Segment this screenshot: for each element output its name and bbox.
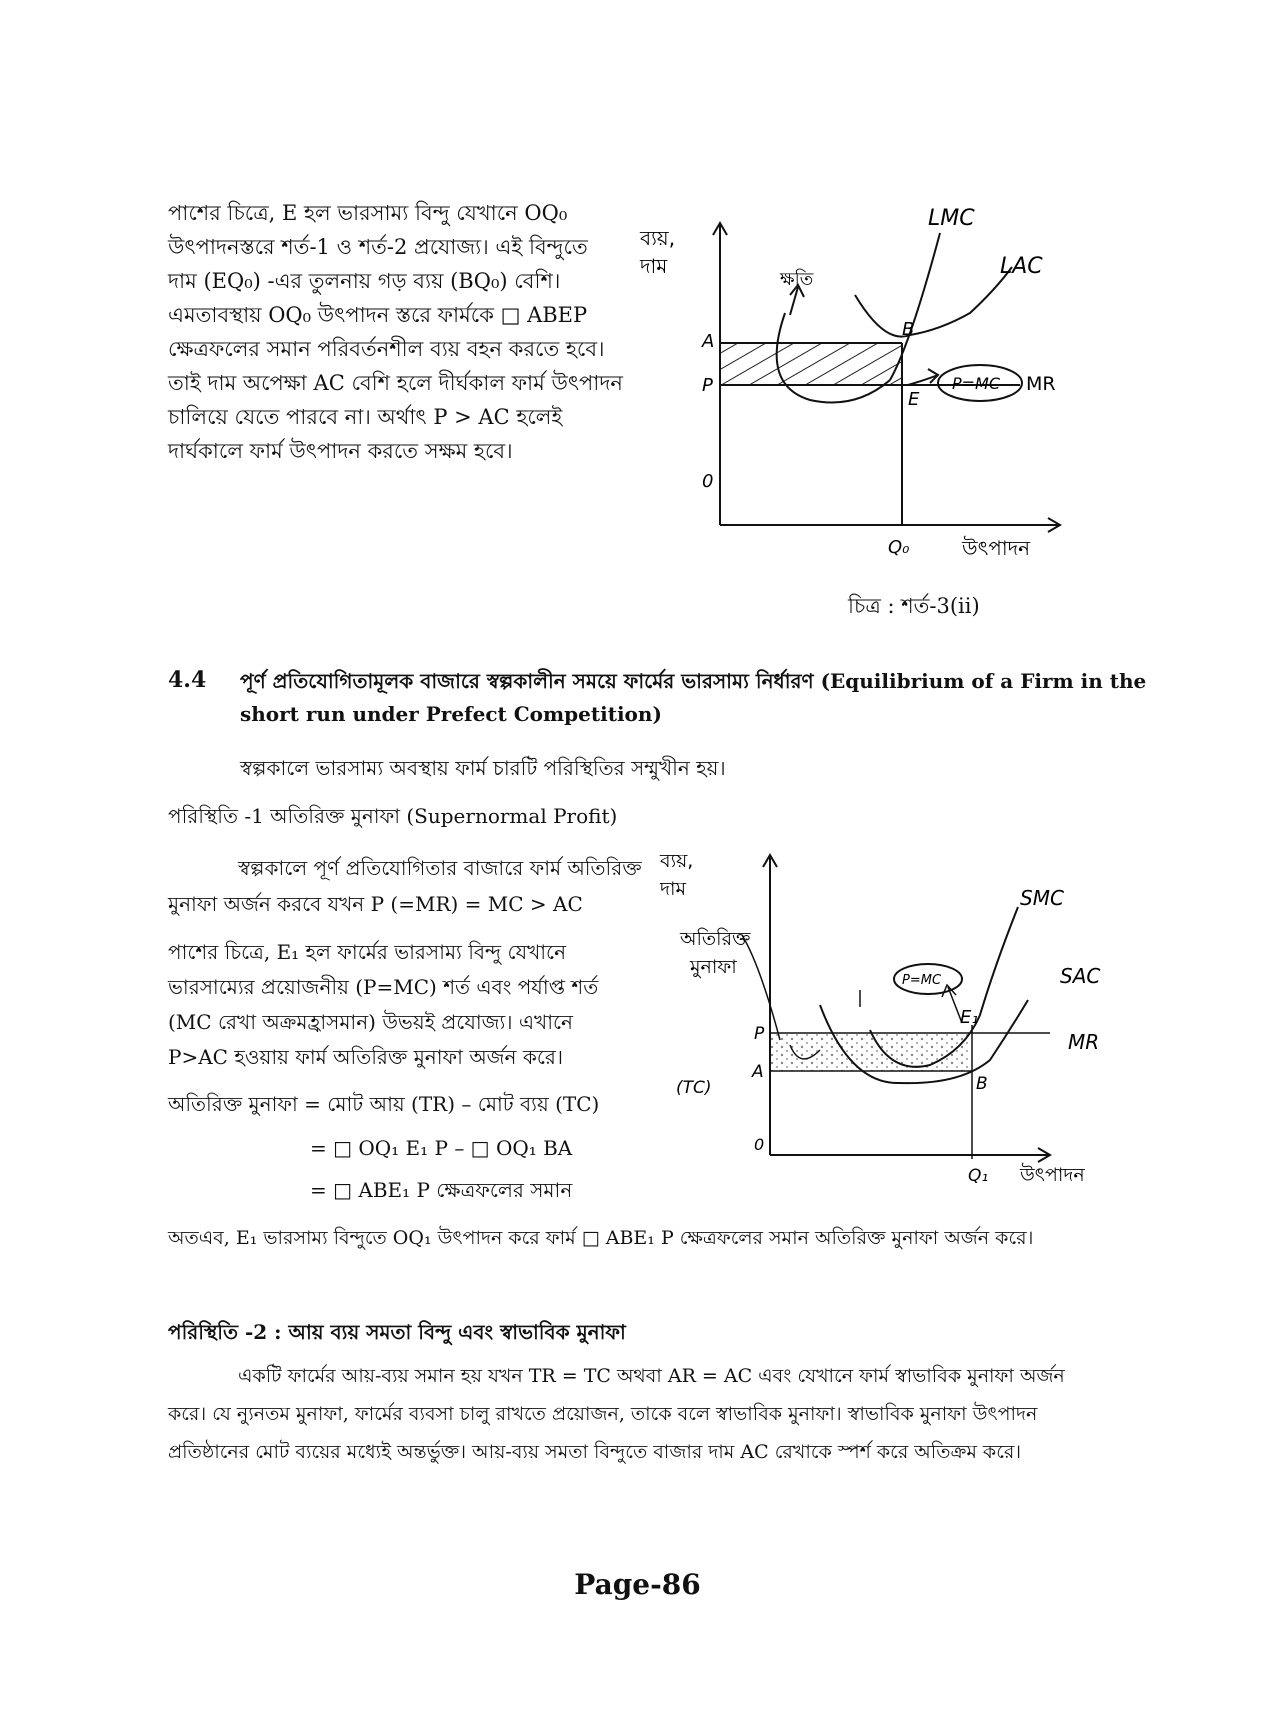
loss-label: ক্ষতি <box>780 269 814 290</box>
profit-label-line1: অতিরিক্ত <box>680 928 751 950</box>
figure-long-run-loss <box>640 205 1080 560</box>
label-e: E <box>908 389 920 410</box>
y-axis-label: ব্যয়, <box>640 226 676 250</box>
mr-label: MR <box>1068 1030 1100 1054</box>
profit-formula-step: = □ ABE₁ P ক্ষেত্রফলের সমান <box>310 1178 573 1202</box>
figure1-caption: চিত্র : শর্ত-3(ii) <box>848 594 980 618</box>
situation1-line: ভারসাম্যের প্রয়োজনীয় (P=MC) শর্ত এবং পর্যাপ্ত শর্ত <box>168 975 599 999</box>
y-axis-label: ব্যয়, <box>660 850 694 872</box>
situation2-line: প্রতিষ্ঠানের মোট ব্যয়ের মধ্যেই অন্তর্ভুক্ত। আয়-ব্যয় সমতা বিন্দুতে বাজার দাম AC রেখাকে স্পর্শ করে অতিক্রম করে। <box>168 1441 1022 1463</box>
p-eq-mc-label: P=MC <box>952 374 1001 393</box>
label-a: A <box>752 1062 764 1082</box>
label-b: B <box>902 319 915 340</box>
section1-line: ক্ষেত্রফলের সমান পরিবর্তনশীল ব্যয় বহন করতে হবে। <box>168 337 605 361</box>
label-a: A <box>702 331 715 352</box>
situation1-line: P>AC হওয়ায় ফার্ম অতিরিক্ত মুনাফা অর্জন করে। <box>168 1045 564 1069</box>
smc-label: SMC <box>1020 886 1064 910</box>
situation1-line: মুনাফা অর্জন করবে যখন P (=MR) = MC > AC <box>168 892 583 916</box>
profit-area <box>770 1033 970 1071</box>
profit-formula-step: = □ OQ₁ E₁ P – □ OQ₁ BA <box>310 1136 573 1160</box>
label-p: P <box>754 1024 765 1044</box>
situation2-line: একটি ফার্মের আয়-ব্যয় সমান হয় যখন TR = TC অথবা AR = AC এবং যেখানে ফার্ম স্বাভাবিক মুনাফা অর্জন <box>238 1365 1065 1387</box>
p-eq-mc-label: P=MC <box>902 973 942 988</box>
label-e1: E₁ <box>960 1007 979 1028</box>
profit-formula: অতিরিক্ত মুনাফা = মোট আয় (TR) – মোট ব্যয় (TC) <box>168 1092 600 1116</box>
section1-line: পাশের চিত্রে, E হল ভারসাম্য বিন্দু যেখানে OQ₀ <box>168 201 568 225</box>
lac-curve <box>855 267 1012 337</box>
label-tc: (TC) <box>676 1078 712 1098</box>
y-axis-label: দাম <box>640 254 668 278</box>
section-intro: স্বল্পকালে ভারসাম্য অবস্থায় ফার্ম চারটি পরিস্থিতির সম্মুখীন হয়। <box>240 756 726 780</box>
section-number: 4.4 <box>168 667 207 693</box>
situation1-line: (MC রেখা অক্রমহ্রাসমান) উভয়ই প্রযোজ্য। এখানে <box>168 1010 573 1034</box>
x-axis-label: উৎপাদন <box>962 536 1031 560</box>
lac-label: LAC <box>1000 254 1043 279</box>
label-b: B <box>976 1074 988 1094</box>
page-number: Page-86 <box>574 1568 701 1601</box>
situation1-conclusion: অতএব, E₁ ভারসাম্য বিন্দুতে OQ₁ উৎপাদন করে ফার্ম □ ABE₁ P ক্ষেত্রফলের সমান অতিরিক্ত মুনাফা অর্জন করে। <box>168 1227 1034 1249</box>
figure-short-run-profit <box>660 845 1130 1186</box>
section1-line: চালিয়ে যেতে পারবে না। অর্থাৎ P > AC হলেই <box>168 405 563 429</box>
profit-label-line2: মুনাফা <box>690 956 737 978</box>
situation2-title: পরিস্থিতি -2 : আয় ব্যয় সমতা বিন্দু এবং স্বাভাবিক মুনাফা <box>168 1320 626 1344</box>
loss-area <box>720 343 902 385</box>
section1-line: উৎপাদনস্তরে শর্ত-1 ও শর্ত-2 প্রযোজ্য। এই বিন্দুতে <box>168 235 588 259</box>
section1-line: দাম (EQ₀) -এর তুলনায় গড় ব্যয় (BQ₀) বেশি। <box>168 269 561 293</box>
lmc-label: LMC <box>928 206 975 231</box>
label-q1: Q₁ <box>968 1166 989 1186</box>
situation2-line: করে। যে ন্যুনতম মুনাফা, ফার্মের ব্যবসা চালু রাখতে প্রয়োজন, তাকে বলে স্বাভাবিক মুনাফা। স্বাভাবিক মুনাফা উৎপাদন <box>168 1403 1038 1425</box>
section1-line: দার্ঘকালে ফার্ম উৎপাদন করতে সক্ষম হবে। <box>168 439 513 463</box>
section-title-line1: পূর্ণ প্রতিযোগিতামূলক বাজারে স্বল্পকালীন সময়ে ফার্মের ভারসাম্য নির্ধারণ (Equilibrium of a Firm in the <box>240 669 1147 693</box>
label-p: P <box>702 375 713 396</box>
section1-line: এমতাবস্থায় OQ₀ উৎপাদন স্তরে ফার্মকে □ ABEP <box>168 303 588 327</box>
sac-label: SAC <box>1060 964 1101 988</box>
situation1-title: পরিস্থিতি -1 অতিরিক্ত মুনাফা (Supernormal Profit) <box>168 804 618 828</box>
mr-label: MR <box>1026 373 1056 395</box>
origin-label: 0 <box>702 471 714 492</box>
y-axis-label: দাম <box>660 878 687 900</box>
x-axis-label: উৎপাদন <box>1020 1164 1085 1186</box>
section1-line: তাই দাম অপেক্ষা AC বেশি হলে দীর্ঘকাল ফার্ম উৎপাদন <box>168 371 623 395</box>
situation1-line: স্বল্পকালে পূর্ণ প্রতিযোগিতার বাজারে ফার্ম অতিরিক্ত <box>238 856 642 880</box>
origin-label: 0 <box>754 1135 765 1154</box>
situation1-line: পাশের চিত্রে, E₁ হল ফার্মের ভারসাম্য বিন্দু যেখানে <box>168 940 567 964</box>
label-q0: Q₀ <box>888 537 910 558</box>
section-title-line2: short run under Prefect Competition) <box>240 702 662 726</box>
